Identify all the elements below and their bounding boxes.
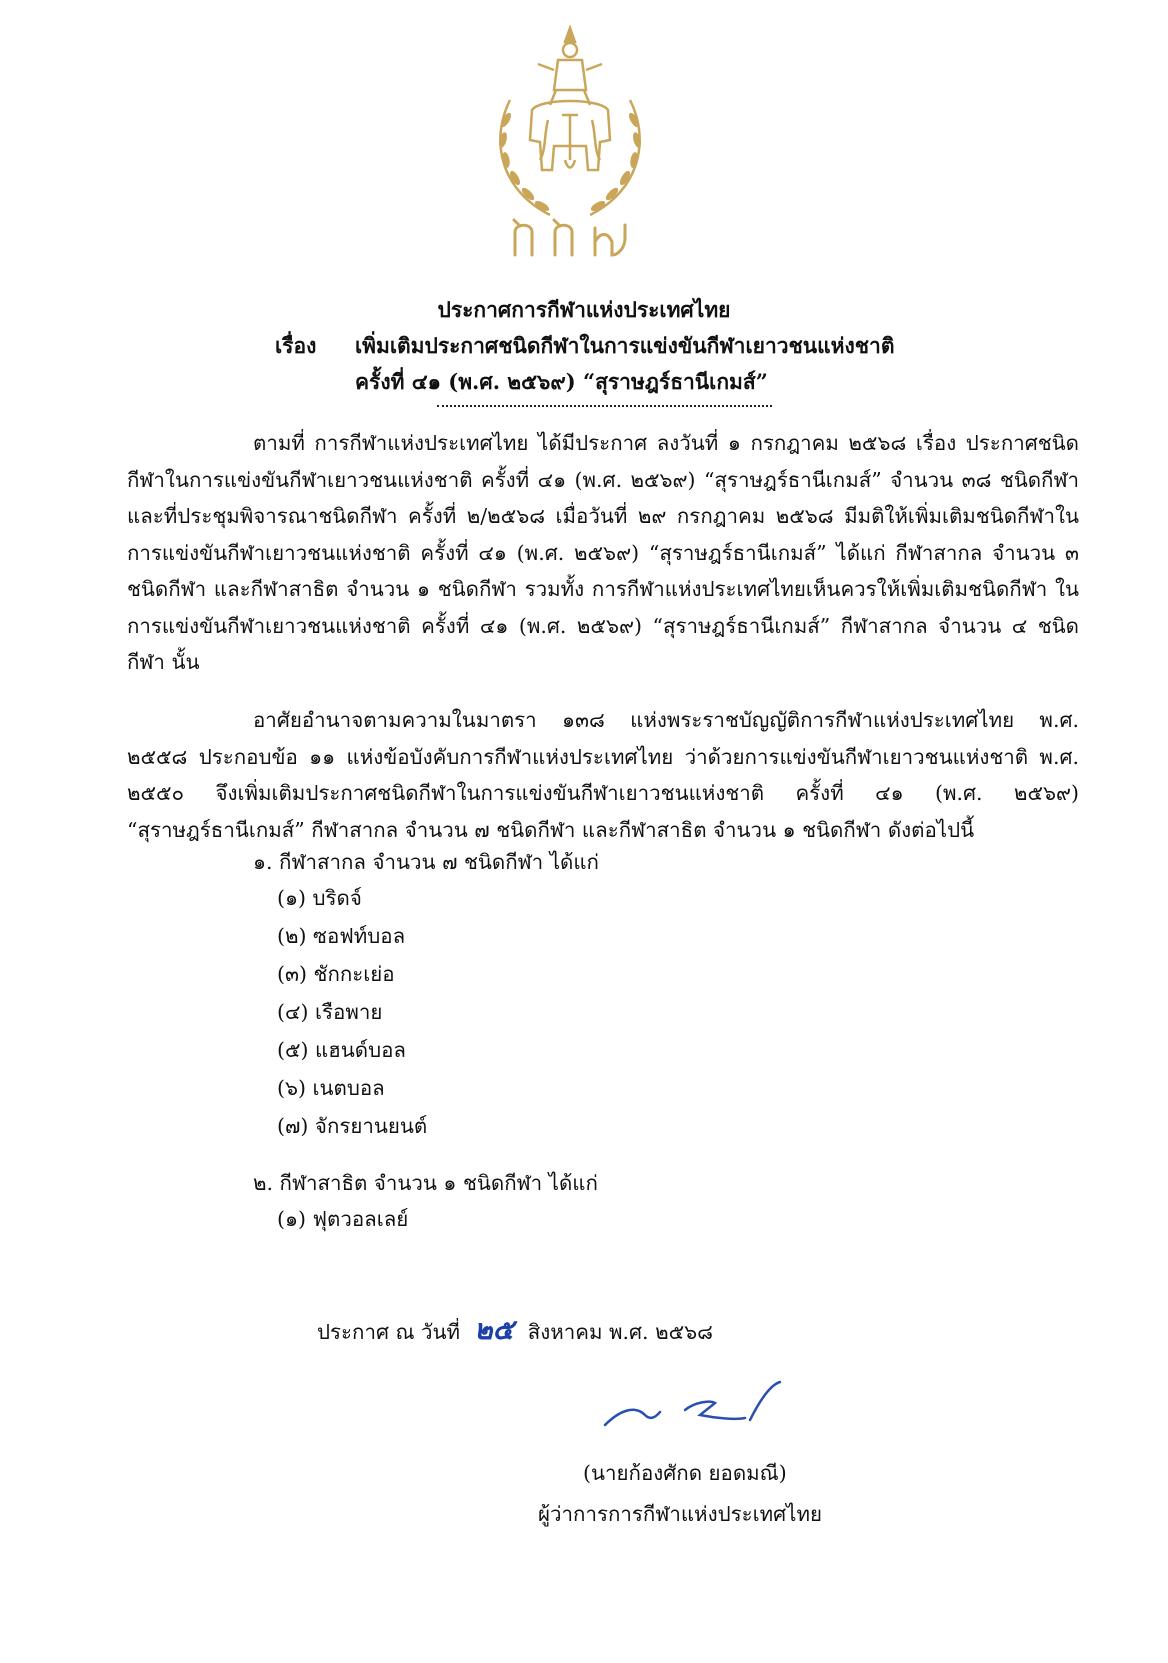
- list-item: (๑) บริดจ์: [277, 886, 362, 910]
- paragraph-1-text: ตามที่ การกีฬาแห่งประเทศไทย ได้มีประกาศ ลงวันที่ ๑ กรกฎาคม ๒๕๖๘ เรื่อง ประกาศชนิดกีฬาในการแข่งขันกีฬาเยาวชนแห่งชาติ ครั้งที่ ๔๑ (พ.ศ. ๒๕๖๙) “สุราษฎร์ธานีเกมส์” จำนวน ๓๘ ชนิดกีฬา และที่ประชุมพิจารณาชนิดกีฬา ครั้งที่ ๒/๒๕๖๘ เมื่อวันที่ ๒๙ กรกฎาคม ๒๕๖๘ มีมติให้เพิ่มเติมชนิดกีฬาในการแข่งขันกีฬาเยาวชนแห่งชาติ ครั้งที่ ๔๑ (พ.ศ. ๒๕๖๙) “สุราษฎร์ธานีเกมส์” ได้แก่ กีฬาสากล จำนวน ๓ ชนิดกีฬา และกีฬาสาธิต จำนวน ๑ ชนิดกีฬา รวมทั้ง การกีฬาแห่งประเทศไทยเห็นควรให้เพิ่มเติมชนิดกีฬา ในการแข่งขันกีฬาเยาวชนแห่งชาติ ครั้งที่ ๔๑ (พ.ศ. ๒๕๖๙) “สุราษฎร์ธานีเกมส์” กีฬาสากล จำนวน ๔ ชนิดกีฬา นั้น: [127, 431, 1079, 674]
- thai-sports-authority-emblem-icon: [470, 20, 670, 265]
- date-day-handwritten: ๒๕: [474, 1313, 514, 1346]
- list-item: (๗) จักรยานยนต์: [277, 1114, 428, 1138]
- document-title: ประกาศการกีฬาแห่งประเทศไทย: [437, 297, 731, 322]
- paragraph-2: [127, 702, 1079, 848]
- subject-line-1: เพิ่มเติมประกาศชนิดกีฬาในการแข่งขันกีฬาเยาวชนแห่งชาติ: [355, 333, 895, 358]
- paragraph-1: [127, 425, 1079, 681]
- date-prefix: ประกาศ ณ วันที่: [317, 1320, 461, 1344]
- list-item: (๒) ซอฟท์บอล: [277, 924, 406, 948]
- subject-label: เรื่อง: [275, 333, 317, 358]
- section-2-heading: ๒. กีฬาสาธิต จำนวน ๑ ชนิดกีฬา ได้แก่: [253, 1171, 598, 1195]
- header-divider: [437, 405, 772, 407]
- section-1-list: [277, 879, 427, 1145]
- document-header: [0, 292, 1168, 400]
- paragraph-2-text: อาศัยอำนาจตามความในมาตรา ๑๓๘ แห่งพระราชบัญญัติการกีฬาแห่งประเทศไทย พ.ศ. ๒๕๕๘ ประกอบข้อ ๑๑ แห่งข้อบังคับการกีฬาแห่งประเทศไทย ว่าด้วยการแข่งขันกีฬาเยาวชนแห่งชาติ พ.ศ. ๒๕๕๐ จึงเพิ่มเติมประกาศชนิดกีฬาในการแข่งขันกีฬาเยาวชนแห่งชาติ ครั้งที่ ๔๑ (พ.ศ. ๒๕๖๙) “สุราษฎร์ธานีเกมส์” กีฬาสากล จำนวน ๗ ชนิดกีฬา และกีฬาสาธิต จำนวน ๑ ชนิดกีฬา ดังต่อไปนี้: [127, 708, 1079, 842]
- date-month-year: สิงหาคม พ.ศ. ๒๕๖๘: [527, 1320, 713, 1344]
- list-item: (๔) เรือพาย: [277, 1000, 383, 1024]
- section-2-list: [277, 1200, 408, 1238]
- signatory-name: (นายก้องศักด ยอดมณี): [583, 1461, 787, 1485]
- announcement-date: [317, 1308, 713, 1352]
- list-item: (๑) ฟุตวอลเลย์: [277, 1207, 409, 1231]
- subject-line-2: ครั้งที่ ๔๑ (พ.ศ. ๒๕๖๙) “สุราษฎร์ธานีเกมส์”: [355, 369, 768, 394]
- list-item: (๓) ชักกะเย่อ: [277, 962, 395, 986]
- list-item: (๕) แฮนด์บอล: [277, 1038, 406, 1062]
- signatory-position: ผู้ว่าการการกีฬาแห่งประเทศไทย: [538, 1502, 822, 1526]
- list-item: (๖) เนตบอล: [277, 1076, 385, 1100]
- section-1-heading: ๑. กีฬาสากล จำนวน ๗ ชนิดกีฬา ได้แก่: [253, 850, 599, 874]
- handwritten-signature-icon: [600, 1370, 790, 1440]
